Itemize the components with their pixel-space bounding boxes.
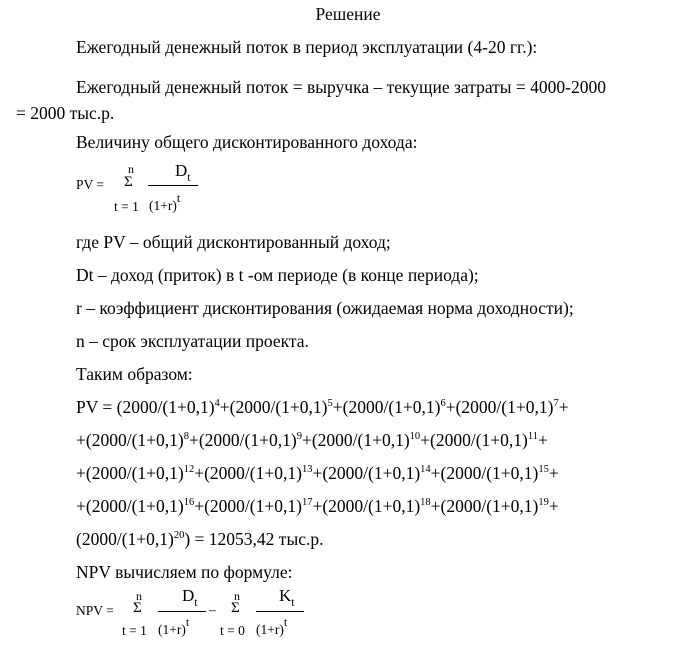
npv-formula-fraction-bar1: [158, 611, 206, 612]
definition-r: r – коэффициент дисконтирования (ожидаемая норма доходности);: [76, 298, 574, 318]
pv-formula-num: $D_t$: [175, 161, 191, 184]
pv-formula-lhs: PV =: [76, 177, 105, 192]
paragraph-cashflow-formula: Ежегодный денежный поток = выручка – текущие затраты = 4000-2000: [76, 77, 607, 97]
npv-formula-minus: –: [209, 602, 216, 617]
pv-sum-line-4: $+(2000/(1+0,1)^{16}+(2000/(1+0,1)^{17}+(2000/(1+0,1)^{18}+(2000/(1+0,1)^{19}+$: [76, 496, 559, 516]
npv-formula-num2: $K_t$: [279, 586, 295, 609]
paragraph-thus: Таким образом:: [76, 364, 193, 384]
paragraph-cashflow-result: = 2000 тыс.р.: [16, 103, 115, 123]
npv-formula-lower1: t = 1: [122, 623, 147, 638]
npv-formula-fraction-bar2: [256, 611, 304, 612]
pv-sum-line-2: $+(2000/(1+0,1)^8+(2000/(1+0,1)^9+(2000/(1+0,1)^{10}+(2000/(1+0,1)^{11}+$: [76, 430, 548, 450]
npv-formula-lhs: NPV =: [76, 603, 114, 618]
npv-formula-upper2: n: [234, 589, 240, 603]
pv-sum-line-1: PV = ($2000/(1+0,1)^4+(2000/(1+0,1)^5+(2000/(1+0,1)^6+(2000/(1+0,1)^7+$: [76, 397, 569, 417]
npv-formula-num1: $D_t$: [182, 586, 198, 609]
pv-formula: [76, 162, 216, 222]
solution-title: Решение: [315, 4, 381, 24]
npv-formula-lower2: t = 0: [220, 623, 245, 638]
pv-formula-sigma: Σ: [124, 174, 133, 190]
npv-formula-den2: (1+r)t: [256, 615, 288, 637]
npv-formula-sigma2: Σ: [231, 600, 240, 616]
npv-formula-sigma1: Σ: [133, 600, 142, 616]
definition-dt: Dt – доход (приток) в t -ом периоде (в конце периода);: [76, 265, 479, 285]
pv-formula-upper: n: [128, 162, 134, 176]
paragraph-pv-intro: Величину общего дисконтированного дохода:: [76, 132, 418, 152]
definition-n: n – срок эксплуатации проекта.: [76, 331, 309, 351]
pv-sum-line-3: $+(2000/(1+0,1)^{12}+(2000/(1+0,1)^{13}+(2000/(1+0,1)^{14}+(2000/(1+0,1)^{15}+$: [76, 463, 559, 483]
pv-formula-lower: t = 1: [114, 199, 139, 214]
pv-formula-fraction-bar: [148, 185, 198, 186]
paragraph-npv-intro: NPV вычисляем по формуле:: [76, 562, 293, 582]
npv-formula-upper1: n: [136, 589, 142, 603]
pv-formula-den: (1+r)t: [149, 191, 181, 213]
pv-sum-line-5: $(2000/(1+0,1)^{20}) = 12053,42$ тыс.р.: [76, 529, 324, 549]
npv-formula: [76, 586, 316, 649]
definition-pv: где PV – общий дисконтированный доход;: [76, 232, 391, 252]
npv-formula-den1: (1+r)t: [158, 615, 190, 637]
paragraph-cashflow-period: Ежегодный денежный поток в период эксплуатации (4-20 гг.):: [76, 37, 538, 57]
